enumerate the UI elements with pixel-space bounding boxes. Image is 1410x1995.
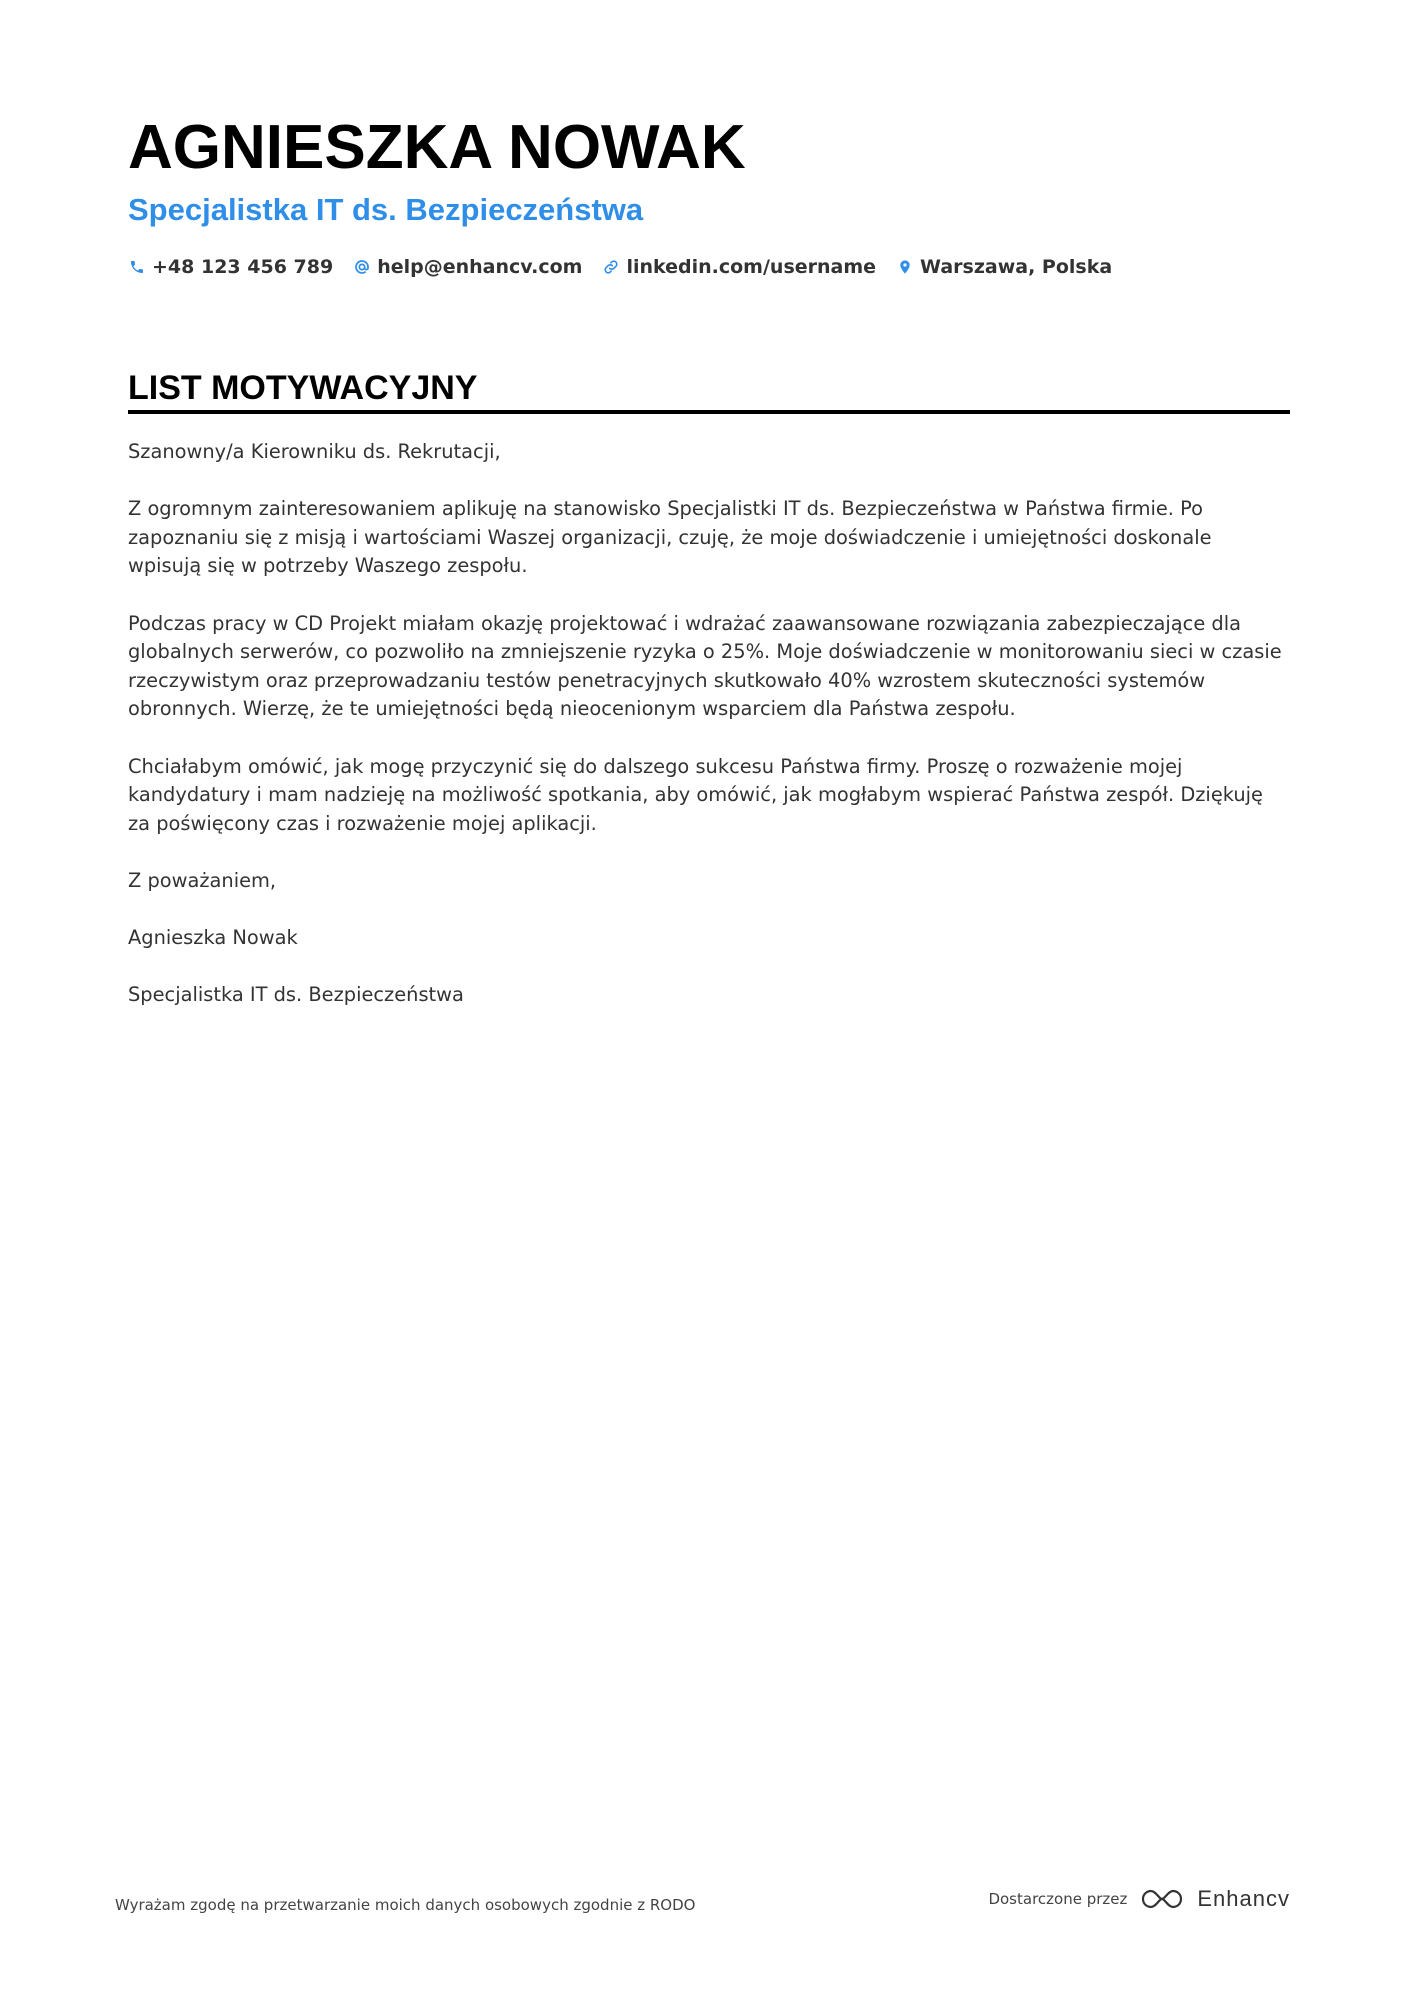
at-icon: [353, 258, 371, 276]
provided-by-label: Dostarczone przez: [988, 1890, 1128, 1908]
contact-linkedin[interactable]: [602, 252, 876, 282]
signature-title: Specjalistka IT ds. Bezpieczeństwa: [128, 983, 464, 1007]
phone-icon: [128, 258, 146, 276]
contact-bar: [128, 252, 1132, 282]
contact-location-text: Warszawa, Polska: [920, 256, 1113, 278]
candidate-title: Specjalistka IT ds. Bezpieczeństwa: [128, 192, 644, 227]
location-pin-icon: [896, 258, 914, 276]
contact-email[interactable]: [353, 252, 582, 282]
section-title: LIST MOTYWACYJNY: [128, 369, 478, 407]
closing: Z poważaniem,: [128, 868, 277, 892]
enhancv-brand: Enhancv: [1197, 1886, 1290, 1911]
link-icon: [602, 258, 620, 276]
candidate-name: AGNIESZKA NOWAK: [128, 113, 746, 182]
signature-name: Agnieszka Nowak: [128, 926, 298, 950]
letter-paragraph: Z ogromnym zainteresowaniem aplikuję na stanowisko Specjalistki IT ds. Bezpieczeństwa w Państwa firmie. Po zapoznaniu się z misją i wartościami Waszej organizacji, czuję, że moje doświadczenie i umiejętności doskonale wpisują się w potrzeby Waszego zespołu.: [128, 497, 1212, 578]
enhancv-logo-icon: [1139, 1886, 1185, 1912]
section-divider: [128, 410, 1290, 414]
letter-paragraph: Podczas pracy w CD Projekt miałam okazję projektować i wdrażać zaawansowane rozwiązania zabezpieczające dla globalnych serwerów, co pozwoliło na zmniejszenie ryzyka o 25%. Moje doświadczenie w monitorowaniu sieci w czasie rzeczywistym oraz przeprowadzaniu testów penetracyjnych skutkowało 40% wzrostem skuteczności systemów obronnych. Wierzę, że te umiejętności będą nieocenionym wsparciem dla Państwa zespołu.: [128, 611, 1282, 721]
salutation: Szanowny/a Kierowniku ds. Rekrutacji,: [128, 440, 501, 463]
gdpr-consent: Wyrażam zgodę na przetwarzanie moich danych osobowych zgodnie z RODO: [115, 1896, 696, 1914]
contact-linkedin-text: linkedin.com/username: [626, 256, 877, 278]
letter-paragraph: Chciałabym omówić, jak mogę przyczynić się do dalszego sukcesu Państwa firmy. Proszę o rozważenie mojej kandydatury i mam nadzieję na możliwość spotkania, aby omówić, jak mogłabym wspierać Państwa zespół. Dziękuję za poświęcony czas i rozważenie mojej aplikacji.: [128, 754, 1263, 835]
provider-credit[interactable]: [988, 1886, 1290, 1912]
contact-phone[interactable]: [128, 252, 333, 282]
contact-phone-text: +48 123 456 789: [152, 256, 334, 278]
contact-email-text: help@enhancv.com: [377, 256, 583, 278]
contact-location: [896, 252, 1112, 282]
letter-body: [128, 438, 1290, 1038]
